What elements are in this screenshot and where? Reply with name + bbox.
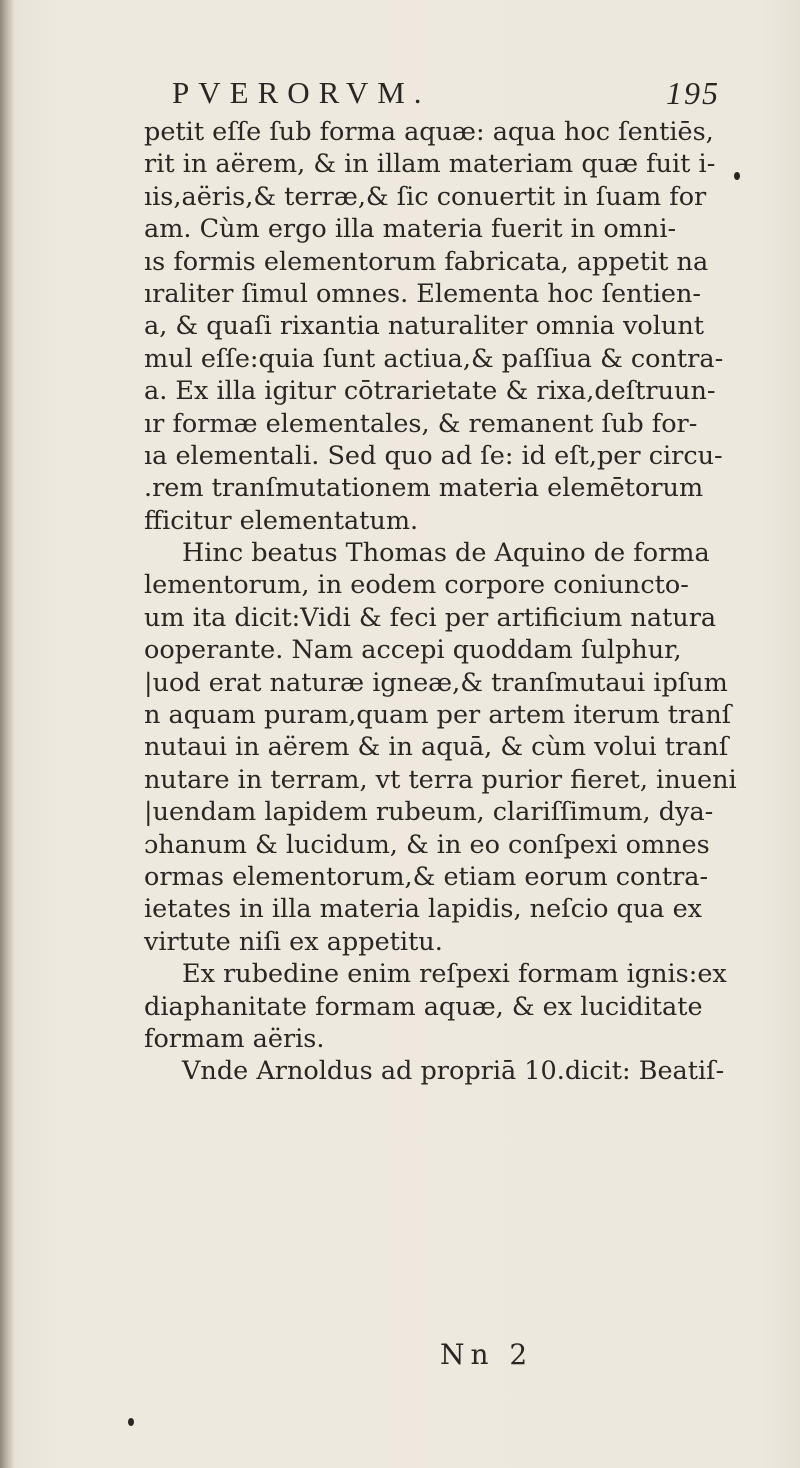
text-line: virtute niſi ex appetitu. [144,926,443,957]
text-line: mul eſſe:quia ſunt actiua,& paſſiua & contra- [144,343,724,374]
text-line: ormas elementorum,& etiam eorum contra- [144,861,709,892]
text-line: ır formæ elementales, & remanent ſub for- [144,408,698,439]
text-line: ietates in illa materia lapidis, neſcio qua ex [144,894,703,925]
text-line: fficitur elementatum. [144,505,419,536]
ink-speck [734,172,740,180]
text-line: ıraliter ſimul omnes. Elementa hoc ſentien- [144,278,702,309]
text-line: lementorum, in eodem corpore coniunctо- [144,570,689,601]
text-line: ıa elementali. Sed quo ad ſe: id eſt,per circu- [144,440,723,471]
text-line: |uod erat naturæ igneæ,& tranſmutaui ipſum [144,667,728,698]
text-line: um ita dicit:Vidi & feci per artificium natura [144,602,717,633]
text-line: n aquam puram,quam per artem iterum tranſ [144,700,732,731]
page-number: 195 [666,75,720,111]
text-line: a, & quaſi rixantia naturaliter omnia volunt [144,311,704,342]
text-line: ıis,aëris,& terræ,& ſic conuertit in ſuam for [144,181,707,212]
signature-mark: Nn 2 [440,1338,534,1371]
text-line: rit in aërem, & in illam materiam quæ fuit i- [144,149,716,180]
paragraph-start-line: Hinc beatus Thomas de Aquino de forma [182,538,710,569]
text-line: petit eſſe ſub forma aquæ: aqua hoc ſentiēs, [144,117,714,147]
paragraph-start-line: Vnde Arnoldus ad propriā 10.dicit: Beatiſ- [182,1056,725,1087]
text-line: ɔhanum & lucidum, & in eo conſpexi omnes [144,829,710,860]
text-line: |uendam lapidem rubeum, clariſſimum, dya- [144,797,714,828]
ink-speck [128,1418,134,1426]
text-line: ıs formis elementorum fabricata, appetit na [144,246,709,277]
body-text [16,116,764,1088]
text-line: nutare in terram, vt terra purior fieret, inueni [144,764,737,795]
paragraph-start-line: Ex rubedine enim reſpexi formam ignis:ex [182,959,727,990]
running-head: PVERORVM. [172,75,431,110]
text-line: a. Ex illa igitur cōtrarietate & rixa,deſtruun- [144,376,716,407]
text-line: nutaui in aërem & in aquā, & cùm volui tranſ [144,732,729,763]
text-line: am. Cùm ergo illa materia fuerit in omni- [144,214,677,245]
gutter-shadow [0,0,14,1468]
page-header [160,75,720,115]
text-line: diaphanitate formam aquæ, & ex luciditate [144,991,703,1022]
text-line: ooperante. Nam accepi quoddam ſulphur, [144,635,682,666]
text-line: formam aëris. [144,1023,325,1054]
text-line: .rem tranſmutationem materia elemētorum [144,473,704,504]
